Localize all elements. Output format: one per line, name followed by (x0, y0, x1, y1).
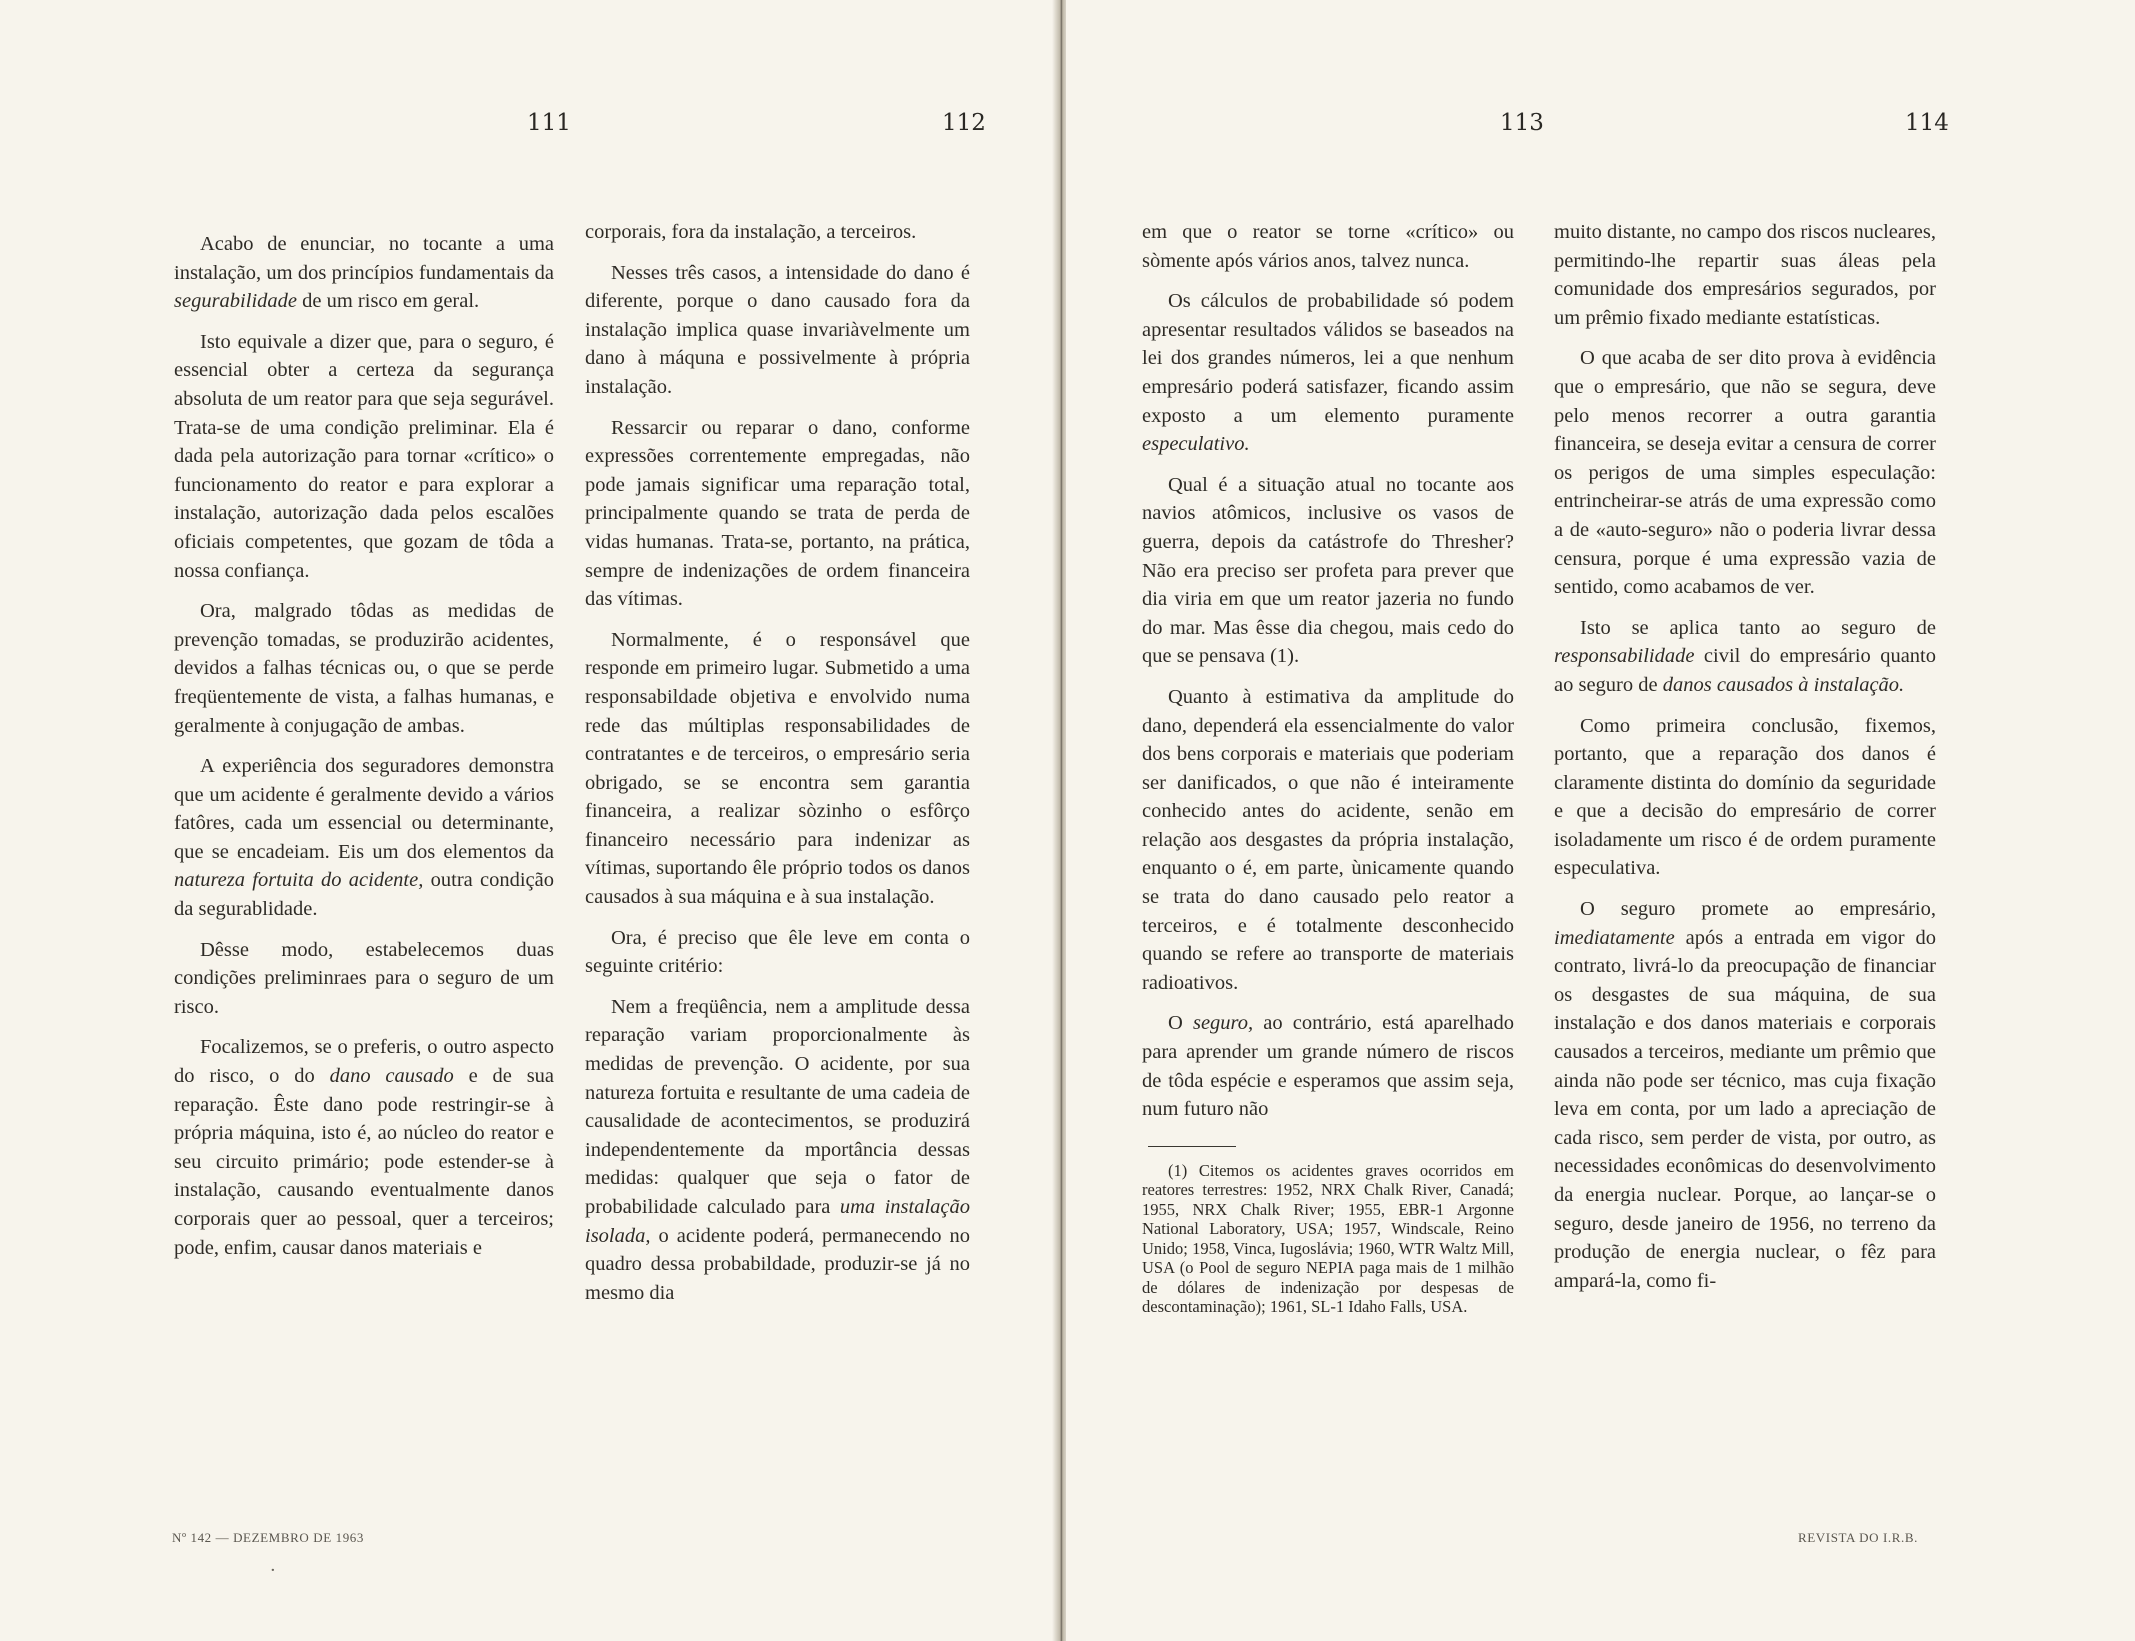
paragraph-text: Normalmente, é o responsável que responde em primeiro lugar. Submetido a uma responsabildade objetiva e envolvido numa rede das múltiplas responsabilidades de contratantes e de terceiros, o empresário seria obrigado, se se encontra sem garantia financeira, a realizar sòzinho o esfôrço financeiro necessário para indenizar as vítimas, suportando êle próprio todos os danos causados à sua máquina e à sua instalação. (585, 628, 970, 909)
paragraph-text: muito distante, no campo dos riscos nucleares, permitindo-lhe repartir suas áleas pela comunidade dos empresários segurados, por um prêmio fixado mediante estatísticas. (1554, 221, 1936, 329)
footer-issue: Nº 142 — DEZEMBRO DE 1963 (172, 1530, 364, 1545)
emphasis-text: uma instalação isolada, (585, 1196, 970, 1247)
paragraph-text: Os cálculos de probabilidade só podem apresentar resultados válidos se baseados na lei dos grandes números, lei a que nenhum empresário poderá satisfazer, ficando assim exposto a um elemento puramente (1142, 290, 1514, 427)
paragraph-text: Acabo de enunciar, no tocante a uma instalação, um dos princípios fundamentais da (174, 233, 554, 284)
paragraph-text: Quanto à estimativa da amplitude do dano, dependerá ela essencialmente do valor dos bens corporais e materiais que poderiam ser danificados, o que não é inteiramente conhecido antes do acidente, senão em relação aos desgastes da própria instalação, enquanto o é, em parte, ùnicamente quando se trata do dano causado pelo reator a terceiros, e é totalmente desconhecido quando se refere ao transporte de materiais radioativos. (1142, 685, 1514, 994)
paragraph (174, 936, 554, 1022)
paragraph (585, 626, 970, 912)
paragraph-text: A experiência dos seguradores demonstra que um acidente é geralmente devido a vários fatôres, cada um essencial ou determinante, que se encadeiam. Eis um dos elementos da (174, 755, 554, 863)
paragraph (585, 259, 970, 402)
column-page-114 (1554, 218, 1936, 1307)
paragraph (1554, 712, 1936, 884)
footnote: (1) Citemos os acidentes graves ocorridos em reatores terrestres: 1952, NRX Chalk River, Canadá; 1955, NRX Chalk River; 1955, EBR-1 Argonne National Laboratory, USA; 1957, Windscale, Reino Unido; 1958, Vinca, Iugoslávia; 1960, WTR Waltz Mill, USA (o Pool de seguro NEPIA paga mais de 1 milhão de dólares de indenização por despesas de descontaminação); 1961, SL-1 Idaho Falls, USA. (1142, 1160, 1514, 1317)
paragraph-text: Nesses três casos, a intensidade do dano é diferente, porque o dano causado fora da instalação implica quase invariàvelmente um dano à máquna e possivelmente à própria instalação. (585, 261, 970, 398)
paragraph-text: Ora, é preciso que êle leve em conta o seguinte critério: (585, 926, 970, 978)
ink-dot-mark: · (270, 1560, 276, 1581)
paragraph-text: Isto se aplica tanto ao seguro de (1580, 616, 1936, 639)
paragraph-text: Nem a freqüência, nem a amplitude dessa reparação variam proporcionalmente às medidas de prevenção. O acidente, por sua natureza fortuita e resultante de uma cadeia de causalidade de acontecimentos, se produzirá independentemente da mportância dessas medidas: qualquer que seja o fator de probabilidade calculado para (585, 995, 970, 1218)
paragraph-text: Como primeira conclusão, fixemos, portanto, que a reparação dos danos é claramente distinta do domínio da seguridade e que a decisão do empresário de correr isoladamente um risco é de ordem puramente especulativa. (1554, 714, 1936, 880)
paragraph-text: Qual é a situação atual no tocante aos navios atômicos, inclusive os vasos de guerra, depois da catástrofe do Thresher? Não era preciso ser profeta para prever que dia viria em que um reator jazeria no fundo do mar. Mas êsse dia chegou, mais cedo do que se pensava (1). (1142, 473, 1514, 668)
paragraph-text: Isto equivale a dizer que, para o seguro, é essencial obter a certeza da segurança absoluta de um reator para que seja segurável. Trata-se de uma condição preliminar. Ela é dada pela autorização para tornar «crítico» o funcionamento do reator e para explorar a instalação, autorização dada pelos escalões oficiais competentes, que gozam de tôda a nossa confiança. (174, 330, 554, 582)
emphasis-text: dano causado (329, 1065, 454, 1088)
page-number-112: 112 (942, 110, 986, 136)
paragraph (174, 752, 554, 924)
footer-journal: REVISTA DO I.R.B. (1798, 1530, 1919, 1545)
emphasis-text: imediatamente (1554, 926, 1675, 949)
paragraph-text: ao contrário, está aparelhado para aprender um grande número de riscos de tôda espécie e esperamos que assim seja, num futuro não (1142, 1012, 1515, 1121)
paragraph (1142, 1009, 1514, 1123)
paragraph (1142, 471, 1514, 671)
paragraph (1142, 218, 1514, 275)
paragraph-text: Dêsse modo, estabelecemos duas condições preliminraes para o seguro de um risco. (174, 938, 554, 1018)
emphasis-text: segurabilidade (174, 290, 297, 313)
paragraph (585, 993, 970, 1308)
page-number-113: 113 (1500, 110, 1544, 136)
paragraph (585, 414, 970, 614)
paragraph-text: e de sua reparação. Êste dano pode restringir-se à própria máquina, isto é, ao núcleo do reator e seu circuito primário; pode estender-se à instalação, causando eventualmente danos corporais quer ao pessoal, quer a terceiros; pode, enfim, causar danos materiais e (174, 1065, 555, 1259)
page-number-111: 111 (527, 110, 571, 136)
paragraph-text: O (1168, 1012, 1183, 1035)
emphasis-text: especulativo. (1142, 433, 1250, 456)
paragraph-text: Ressarcir ou reparar o dano, conforme expressões correntemente empregadas, não pode jamais significar uma reparação total, principalmente quando se trata de perda de vidas humanas. Trata-se, portanto, na prática, sempre de indenizações de ordem financeira das vítimas. (585, 416, 970, 611)
paragraph-text: O seguro promete ao empresário, (1580, 898, 1936, 921)
emphasis-text: responsabilidade (1554, 645, 1695, 668)
paragraph-text: O que acaba de ser dito prova à evidência que o empresário, que não se segura, deve pelo menos recorrer a outra garantia financeira, se deseja evitar a censura de correr os perigos de uma simples especulação: entrincheirar-se atrás de uma expressão como a de «auto-seguro» não o poderia livrar dessa censura, porque é uma expressão vazia de sentido, como acabamos de ver. (1554, 347, 1936, 599)
paragraph (174, 1033, 554, 1262)
paragraph-text: Focalizemos, se o preferis, o outro aspecto do risco, o do (174, 1036, 554, 1088)
paragraph (1554, 895, 1936, 1295)
paragraph (1554, 218, 1936, 332)
paragraph (1554, 344, 1936, 601)
paragraph (174, 597, 554, 740)
emphasis-text: natureza fortuita do acidente, (174, 869, 424, 892)
paragraph-text: Ora, malgrado tôdas as medidas de prevenção tomadas, se produzirão acidentes, devidos a falhas técnicas ou, o que se perde freqüentemente de vista, a falhas humanas, e geralmente à conjugação de ambas. (174, 600, 554, 737)
paragraph-text: o acidente poderá, permanecendo no quadro dessa probabildade, produzir-se já no mesmo dia (585, 1224, 971, 1304)
column-page-113 (1142, 218, 1514, 1329)
emphasis-text: danos causados à instalação. (1662, 673, 1905, 696)
left-page (0, 0, 1058, 1641)
paragraph-text: civil do empresário quanto ao seguro de (1554, 645, 1936, 696)
paragraph-text: outra condição da segurablidade. (174, 869, 555, 921)
paragraph (1142, 683, 1514, 998)
paragraph-text: de um risco em geral. (302, 290, 480, 313)
page-number-114: 114 (1905, 110, 1949, 136)
paragraph (174, 230, 554, 316)
paragraph-text: após a entrada em vigor do contrato, livrá-lo da preocupação de financiar os desgastes de sua máquina, de sua instalação e dos danos materiais e corporais causados a terceiros, mediante um prêmio que ainda não pode ser técnico, mas cuja fixação leva em conta, por um lado a apreciação de cada risco, sem perder de vista, por outro, as necessidades econômicas do desenvolvimento da energia nuclear. Porque, ao lançar-se o seguro, desde janeiro de 1956, no terreno da produção de energia nuclear, o fêz para ampará-la, como fi- (1554, 926, 1937, 1292)
paragraph (585, 218, 970, 247)
column-page-111 (174, 218, 554, 1274)
paragraph (585, 924, 970, 981)
emphasis-text: seguro, (1192, 1012, 1254, 1035)
paragraph-text: corporais, fora da instalação, a terceiros. (585, 221, 917, 243)
right-page (1066, 0, 2135, 1641)
paragraph-text: em que o reator se torne «crítico» ou sòmente após vários anos, talvez nunca. (1142, 221, 1514, 272)
column-page-112 (585, 218, 970, 1319)
paragraph (1142, 287, 1514, 459)
paragraph (174, 328, 554, 585)
paragraph (1554, 614, 1936, 700)
footnote-separator (1148, 1146, 1236, 1147)
